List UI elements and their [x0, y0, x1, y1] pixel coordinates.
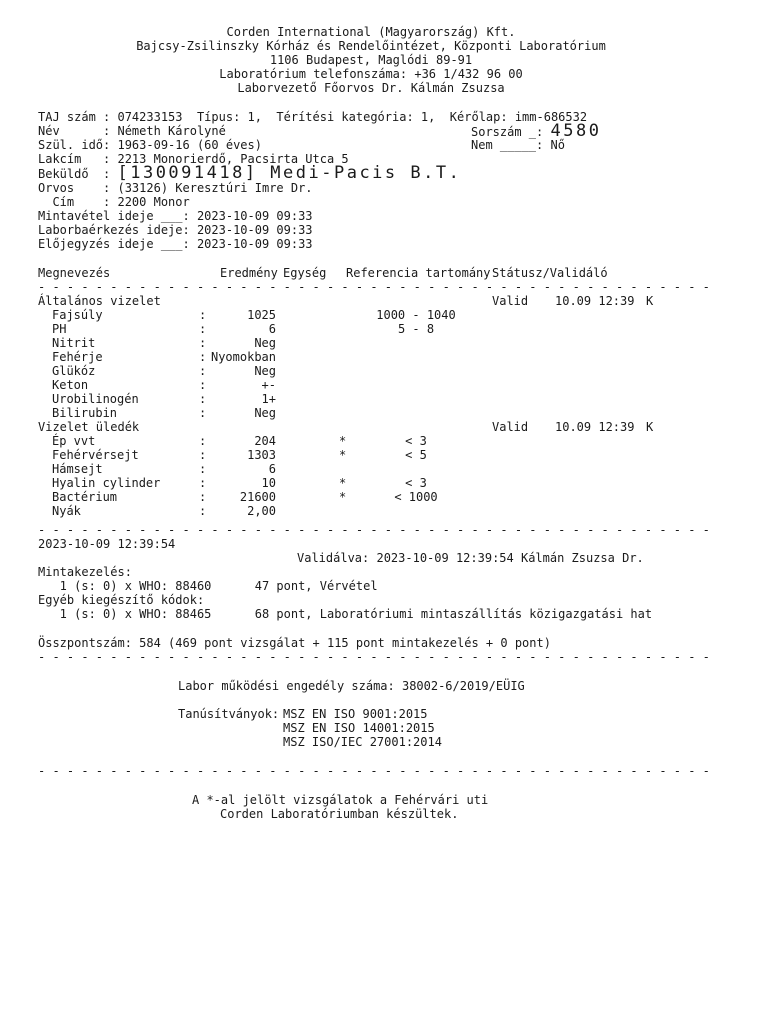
result-separator: : — [199, 308, 207, 322]
footnote-line-1: A *-al jelölt vizsgálatok a Fehérvári uti — [192, 793, 489, 807]
result-value: Neg — [254, 336, 276, 350]
result-name: PH — [52, 322, 67, 336]
result-separator: : — [199, 504, 207, 518]
report-timestamp: 2023-10-09 12:39:54 — [38, 537, 176, 551]
arrival-time-line: Laborbaérkezés ideje: 2023-10-09 09:33 — [38, 223, 313, 237]
result-value: 1+ — [261, 392, 276, 406]
status-badge: Valid — [492, 420, 529, 434]
name-label: Név : — [38, 124, 118, 138]
footnote-line-2: Corden Laboratóriumban készültek. — [220, 807, 459, 821]
total-points: Összpontszám: 584 (469 pont vizsgálat + 115 pont mintakezelés + 0 pont) — [38, 636, 551, 650]
result-name: Hámsejt — [52, 462, 103, 476]
taj-line: TAJ szám : 074233153 Típus: 1, Térítési kategória: 1, Kérőlap: imm-686532 — [38, 110, 588, 124]
result-name: Fehérje — [52, 350, 103, 364]
result-value: Neg — [254, 364, 276, 378]
result-name: Urobilinogén — [52, 392, 139, 406]
result-value: Nyomokban — [210, 350, 276, 364]
extra-codes-title: Egyéb kiegészítő kódok: — [38, 593, 205, 607]
cert-item: MSZ ISO/IEC 27001:2014 — [283, 735, 442, 749]
cert-item: MSZ EN ISO 9001:2015 — [283, 707, 428, 721]
birth-line: Szül. idő: 1963-09-16 (60 éves) — [38, 138, 262, 152]
status-badge: Valid — [492, 294, 529, 308]
result-value: +- — [261, 378, 276, 392]
sorszam-label: Sorszám _: — [471, 125, 551, 139]
external-lab-flag: * — [339, 448, 347, 462]
result-separator: : — [199, 476, 207, 490]
divider: - - - - - - - - - - - - - - - - - - - - - - - - - - - - - - - - - - - - - - - - - - - - - - - — [38, 280, 710, 294]
header-address: 1106 Budapest, Maglódi 89-91 — [269, 53, 473, 67]
result-value: Neg — [254, 406, 276, 420]
result-separator: : — [199, 392, 207, 406]
result-name: Fajsúly — [52, 308, 103, 322]
result-separator: : — [199, 336, 207, 350]
sender-value: [130091418] Medi-Pacis B.T. — [117, 163, 462, 183]
result-name: Fehérvérsejt — [52, 448, 139, 462]
validator-code: K — [646, 294, 654, 308]
cert-item: MSZ EN ISO 14001:2015 — [283, 721, 435, 735]
prereg-time-line: Előjegyzés ideje ___: 2023-10-09 09:33 — [38, 237, 313, 251]
result-separator: : — [199, 364, 207, 378]
reference-range: 5 - 8 — [397, 322, 435, 336]
sorszam-value: 4580 — [550, 121, 602, 141]
result-value: 204 — [254, 434, 276, 448]
result-separator: : — [199, 462, 207, 476]
divider: - - - - - - - - - - - - - - - - - - - - - - - - - - - - - - - - - - - - - - - - - - - - - - - — [38, 650, 710, 664]
reference-range: < 3 — [405, 476, 427, 490]
reference-range: < 1000 — [394, 490, 438, 504]
validation-time: 10.09 12:39 — [555, 294, 635, 308]
reference-range: < 5 — [405, 448, 427, 462]
result-value: 2,00 — [247, 504, 276, 518]
reference-range: < 3 — [405, 434, 427, 448]
header-company: Corden International (Magyarország) Kft. — [226, 25, 516, 39]
result-separator: : — [199, 322, 207, 336]
result-name: Bilirubin — [52, 406, 118, 420]
external-lab-flag: * — [339, 476, 347, 490]
result-value: 10 — [261, 476, 276, 490]
result-name: Nitrit — [52, 336, 96, 350]
result-separator: : — [199, 406, 207, 420]
cert-label: Tanúsítványok: — [178, 707, 287, 721]
validated-line: Validálva: 2023-10-09 12:39:54 Kálmán Zsuzsa Dr. — [297, 551, 644, 565]
result-separator: : — [199, 378, 207, 392]
divider: - - - - - - - - - - - - - - - - - - - - - - - - - - - - - - - - - - - - - - - - - - - - - - - — [38, 764, 710, 778]
sample-time-line: Mintavétel ideje ___: 2023-10-09 09:33 — [38, 209, 313, 223]
header-institution: Bajcsy-Zsilinszky Kórház és Rendelőintézet, Központi Laboratórium — [136, 39, 606, 53]
result-value: 6 — [268, 462, 276, 476]
result-value: 6 — [268, 322, 276, 336]
divider: - - - - - - - - - - - - - - - - - - - - - - - - - - - - - - - - - - - - - - - - - - - - - - - — [38, 523, 710, 537]
city-line: Cím : 2200 Monor — [38, 195, 190, 209]
col-header-status: Státusz/Validáló — [492, 266, 608, 280]
col-header-unit: Egység — [283, 266, 327, 280]
header-phone: Laboratórium telefonszáma: +36 1/432 96 00 — [219, 67, 523, 81]
sender-label: Beküldő : — [38, 167, 118, 181]
result-value: 1025 — [247, 308, 276, 322]
col-header-name: Megnevezés — [38, 266, 111, 280]
section-title: Általános vizelet — [38, 294, 161, 308]
patient-name-row — [38, 124, 226, 138]
extra-codes-line: 1 (s: 0) x WHO: 88465 68 pont, Laboratóriumi mintaszállítás közigazgatási hat — [38, 607, 653, 621]
result-name: Bactérium — [52, 490, 118, 504]
col-header-result: Eredmény — [220, 266, 278, 280]
validator-code: K — [646, 420, 654, 434]
result-separator: : — [199, 350, 207, 364]
result-separator: : — [199, 448, 207, 462]
sender-row — [38, 164, 461, 182]
address-line: Lakcím : 2213 Monorierdő, Pacsirta Utca 5 — [38, 152, 349, 166]
result-separator: : — [199, 490, 207, 504]
external-lab-flag: * — [339, 434, 347, 448]
header-director: Laborvezető Főorvos Dr. Kálmán Zsuzsa — [237, 81, 505, 95]
result-name: Ép vvt — [52, 434, 96, 448]
sample-handling-title: Mintakezelés: — [38, 565, 132, 579]
reference-range: 1000 - 1040 — [376, 308, 456, 322]
result-value: 1303 — [247, 448, 276, 462]
sample-handling-line: 1 (s: 0) x WHO: 88460 47 pont, Vérvétel — [38, 579, 378, 593]
result-separator: : — [199, 434, 207, 448]
external-lab-flag: * — [339, 490, 347, 504]
result-name: Hyalin cylinder — [52, 476, 161, 490]
result-name: Glükóz — [52, 364, 96, 378]
result-name: Keton — [52, 378, 89, 392]
result-value: 21600 — [239, 490, 276, 504]
validation-time: 10.09 12:39 — [555, 420, 635, 434]
col-header-reference: Referencia tartomány — [346, 266, 491, 280]
doctor-line: Orvos : (33126) Keresztúri Imre Dr. — [38, 181, 313, 195]
patient-name: Németh Károlyné — [117, 124, 226, 138]
gender-line: Nem _____: Nő — [471, 138, 565, 152]
license-line: Labor működési engedély száma: 38002-6/2019/EÜIG — [178, 679, 525, 693]
section-title: Vizelet üledék — [38, 420, 140, 434]
result-name: Nyák — [52, 504, 81, 518]
